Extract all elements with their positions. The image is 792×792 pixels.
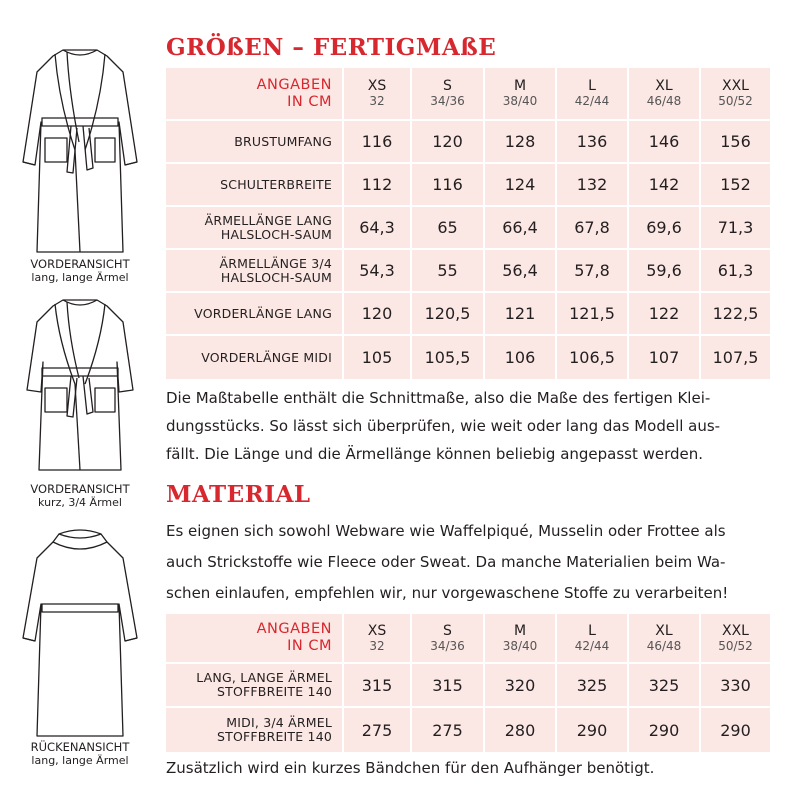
row-label <box>166 336 342 379</box>
table-row <box>166 293 770 336</box>
table-cell: 54,3 <box>342 250 410 293</box>
sizes-note <box>166 384 770 468</box>
caption-subtitle: lang, lange Ärmel <box>31 271 129 284</box>
table-cell: 107,5 <box>699 336 770 379</box>
row-label-line: ÄRMELLÄNGE 3/4 <box>219 255 332 271</box>
row-label-line: ÄRMELLÄNGE LANG <box>204 212 332 228</box>
column-header <box>410 614 483 664</box>
bathrobe-front-short-icon <box>15 292 145 482</box>
table-cell: 290 <box>555 708 627 752</box>
table-cell: 61,3 <box>699 250 770 293</box>
table-cell: 128 <box>483 121 555 164</box>
figure-caption <box>10 482 150 510</box>
column-header <box>483 614 555 664</box>
table-cell: 122 <box>627 293 699 336</box>
figure-front-short <box>10 292 150 510</box>
size-name: M <box>513 622 527 639</box>
table-cell: 59,6 <box>627 250 699 293</box>
table-cell: 121 <box>483 293 555 336</box>
caption-subtitle: kurz, 3/4 Ärmel <box>38 496 122 509</box>
size-number: 32 <box>369 94 385 108</box>
header-label-line: IN CM <box>287 638 332 654</box>
table-row <box>166 207 770 250</box>
caption-title: RÜCKENANSICHT <box>30 740 130 754</box>
row-label <box>166 293 342 336</box>
table-cell: 275 <box>342 708 410 752</box>
text-line: fällt. Die Länge und die Ärmellänge können beliebig angepasst werden. <box>166 445 704 463</box>
row-label <box>166 250 342 293</box>
size-name: S <box>443 622 452 639</box>
table-row <box>166 708 770 752</box>
table-cell: 106,5 <box>555 336 627 379</box>
sizes-heading: GRÖßEN – FERTIGMAßE <box>166 34 497 61</box>
size-name: M <box>513 78 527 94</box>
size-number: 34/36 <box>430 94 465 108</box>
column-header <box>555 614 627 664</box>
text-line: dungsstücks. So lässt sich überprüfen, wie weit oder lang das Modell aus- <box>166 417 721 435</box>
size-number: 32 <box>369 638 385 653</box>
table-cell: 105 <box>342 336 410 379</box>
table-cell: 121,5 <box>555 293 627 336</box>
illustrations-column <box>0 0 160 792</box>
table-header-row <box>166 68 770 121</box>
table-cell: 107 <box>627 336 699 379</box>
header-label <box>166 614 342 664</box>
column-header <box>483 68 555 121</box>
figure-caption <box>10 740 150 768</box>
row-label <box>166 121 342 164</box>
table-cell: 65 <box>410 207 483 250</box>
table-cell: 56,4 <box>483 250 555 293</box>
table-cell: 330 <box>699 664 770 708</box>
caption-subtitle: lang, lange Ärmel <box>31 754 129 767</box>
header-label-line: ANGABEN <box>256 76 332 93</box>
table-cell: 120 <box>342 293 410 336</box>
text-line: schen einlaufen, empfehlen wir, nur vorgewaschene Stoffe zu verarbeiten! <box>166 584 729 602</box>
size-number: 50/52 <box>718 638 753 653</box>
row-label-line: HALSLOCH-SAUM <box>220 269 332 285</box>
size-number: 38/40 <box>502 638 538 653</box>
row-label-line: STOFFBREITE 140 <box>217 729 332 744</box>
size-name: XL <box>655 622 673 639</box>
table-cell: 116 <box>342 121 410 164</box>
table-cell: 122,5 <box>699 293 770 336</box>
column-header <box>342 68 410 121</box>
size-name: L <box>588 78 596 94</box>
material-text <box>166 516 770 609</box>
table-cell: 57,8 <box>555 250 627 293</box>
row-label-line: SCHULTERBREITE <box>220 176 332 192</box>
table-cell: 280 <box>483 708 555 752</box>
table-cell: 112 <box>342 164 410 207</box>
size-number: 38/40 <box>502 94 538 108</box>
bathrobe-front-long-icon <box>15 42 145 257</box>
table-row <box>166 336 770 379</box>
row-label <box>166 664 342 708</box>
table-header-row <box>166 614 770 664</box>
size-number: 46/48 <box>646 94 682 108</box>
size-name: XL <box>655 78 673 94</box>
caption-title: VORDERANSICHT <box>30 257 130 271</box>
row-label-line: LANG, LANGE ÄRMEL <box>196 670 332 685</box>
table-cell: 116 <box>410 164 483 207</box>
table-cell: 275 <box>410 708 483 752</box>
size-name: L <box>588 622 596 639</box>
row-label-line: VORDERLÄNGE LANG <box>194 305 332 321</box>
table-cell: 146 <box>627 121 699 164</box>
table-cell: 66,4 <box>483 207 555 250</box>
table-cell: 106 <box>483 336 555 379</box>
header-label-line: IN CM <box>287 93 332 110</box>
footer-note <box>166 758 770 778</box>
size-name: XXL <box>722 622 749 639</box>
bathrobe-back-long-icon <box>15 528 145 740</box>
material-heading: MATERIAL <box>166 481 311 508</box>
table-cell: 120,5 <box>410 293 483 336</box>
table-cell: 142 <box>627 164 699 207</box>
table-cell: 105,5 <box>410 336 483 379</box>
table-cell: 55 <box>410 250 483 293</box>
table-cell: 315 <box>342 664 410 708</box>
table-cell: 71,3 <box>699 207 770 250</box>
table-cell: 64,3 <box>342 207 410 250</box>
size-name: XS <box>367 622 387 639</box>
table-cell: 120 <box>410 121 483 164</box>
figure-caption <box>10 257 150 285</box>
column-header <box>699 614 770 664</box>
text-line: Es eignen sich sowohl Webware wie Waffelpiqué, Musselin oder Frottee als <box>166 522 726 540</box>
table-cell: 156 <box>699 121 770 164</box>
table-cell: 69,6 <box>627 207 699 250</box>
column-header <box>342 614 410 664</box>
table-cell: 67,8 <box>555 207 627 250</box>
table-row <box>166 664 770 708</box>
header-label <box>166 68 342 121</box>
size-number: 42/44 <box>574 94 610 108</box>
header-label-line: ANGABEN <box>256 621 332 637</box>
column-header <box>627 68 699 121</box>
table-cell: 325 <box>627 664 699 708</box>
table-cell: 124 <box>483 164 555 207</box>
material-table <box>166 614 770 752</box>
row-label-line: VORDERLÄNGE MIDI <box>201 349 332 365</box>
column-header <box>627 614 699 664</box>
figure-back-long <box>10 528 150 768</box>
row-label-line: BRUSTUMFANG <box>234 133 332 149</box>
column-header <box>555 68 627 121</box>
table-cell: 290 <box>699 708 770 752</box>
column-header <box>699 68 770 121</box>
table-cell: 136 <box>555 121 627 164</box>
row-label <box>166 207 342 250</box>
size-name: S <box>443 78 452 94</box>
size-number: 42/44 <box>574 638 610 653</box>
text-line: Die Maßtabelle enthält die Schnittmaße, also die Maße des fertigen Klei- <box>166 389 711 407</box>
column-header <box>410 68 483 121</box>
figure-front-long <box>10 42 150 285</box>
table-row <box>166 250 770 293</box>
table-cell: 320 <box>483 664 555 708</box>
size-number: 46/48 <box>646 638 682 653</box>
caption-title: VORDERANSICHT <box>30 482 130 496</box>
table-row <box>166 121 770 164</box>
table-cell: 325 <box>555 664 627 708</box>
table-cell: 315 <box>410 664 483 708</box>
table-cell: 152 <box>699 164 770 207</box>
size-name: XXL <box>722 78 749 94</box>
row-label <box>166 164 342 207</box>
table-cell: 132 <box>555 164 627 207</box>
table-row <box>166 164 770 207</box>
size-name: XS <box>367 78 387 94</box>
row-label-line: STOFFBREITE 140 <box>217 684 332 699</box>
table-cell: 290 <box>627 708 699 752</box>
row-label-line: MIDI, 3/4 ÄRMEL <box>226 715 332 730</box>
row-label <box>166 708 342 752</box>
size-number: 34/36 <box>430 638 465 653</box>
text-line: auch Strickstoffe wie Fleece oder Sweat. Da manche Materialien beim Wa- <box>166 553 726 571</box>
size-table <box>166 68 770 379</box>
size-number: 50/52 <box>718 94 753 108</box>
text-line: Zusätzlich wird ein kurzes Bändchen für den Aufhänger benötigt. <box>166 759 655 777</box>
row-label-line: HALSLOCH-SAUM <box>220 226 332 242</box>
